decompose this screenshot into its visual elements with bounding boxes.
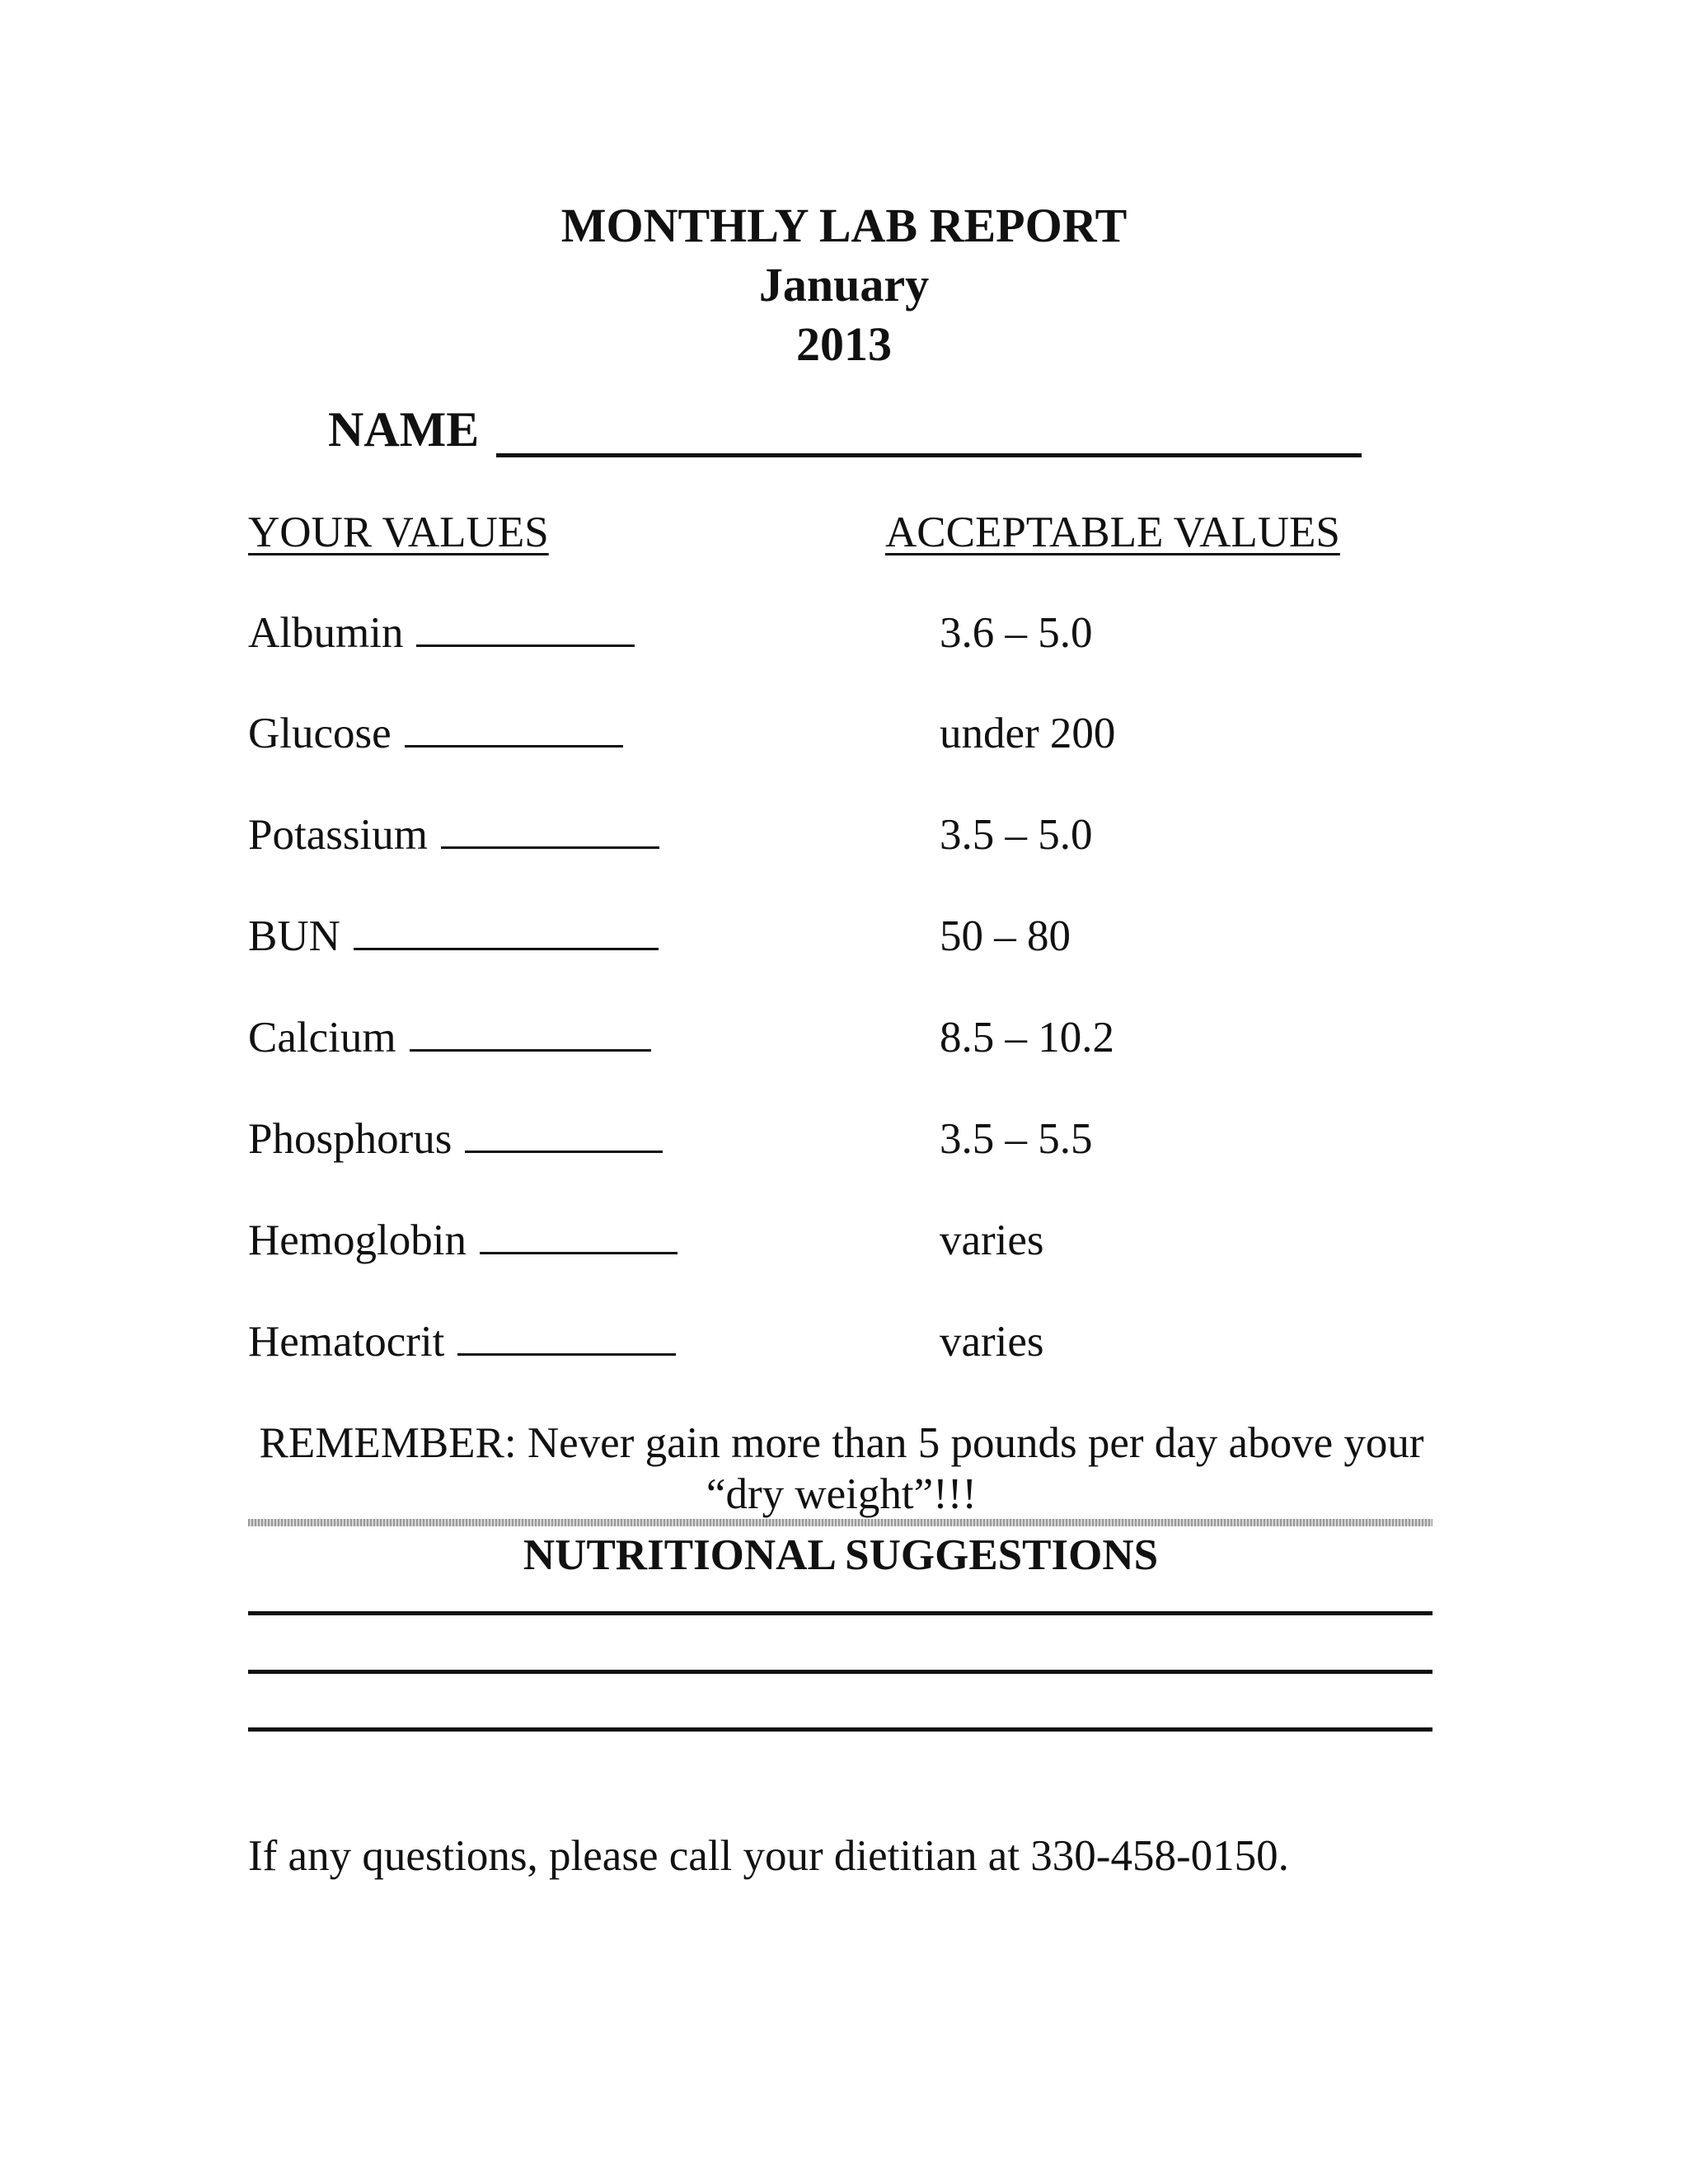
lab-name: Hematocrit — [248, 1315, 676, 1368]
lab-name: Albumin — [248, 607, 635, 659]
acceptable-values-header: ACCEPTABLE VALUES — [885, 509, 1340, 556]
name-blank-line — [496, 453, 1362, 457]
report-title: MONTHLY LAB REPORT — [560, 199, 1128, 252]
report-title-block — [0, 196, 1688, 374]
lab-acceptable-range: 3.5 – 5.5 — [940, 1115, 1093, 1163]
value-blank-line — [354, 948, 659, 950]
lab-acceptable-range: 3.5 – 5.0 — [940, 811, 1093, 859]
report-year: 2013 — [796, 317, 892, 371]
lab-acceptable-range: varies — [940, 1318, 1044, 1366]
value-blank-line — [416, 644, 635, 647]
lab-acceptable-range: 8.5 – 10.2 — [940, 1014, 1114, 1062]
lab-acceptable-range: varies — [940, 1216, 1044, 1264]
lab-name: Potassium — [248, 808, 659, 861]
lab-name: Glucose — [248, 707, 623, 760]
value-blank-line — [441, 846, 659, 849]
section-divider — [248, 1519, 1432, 1526]
lab-row-calcium — [0, 1011, 1688, 1069]
lab-name: BUN — [248, 910, 659, 963]
lab-row-albumin — [0, 607, 1688, 664]
lab-acceptable-range: 3.6 – 5.0 — [940, 609, 1093, 657]
suggestion-line-2 — [248, 1670, 1432, 1674]
lab-acceptable-range: under 200 — [940, 710, 1116, 757]
value-blank-line — [405, 745, 623, 748]
nutritional-suggestions-heading: NUTRITIONAL SUGGESTIONS — [523, 1531, 1159, 1579]
value-blank-line — [465, 1151, 663, 1153]
value-blank-line — [410, 1049, 651, 1052]
report-month: January — [758, 258, 930, 312]
lab-row-bun — [0, 910, 1688, 968]
lab-row-glucose — [0, 707, 1688, 765]
suggestion-line-3 — [248, 1727, 1432, 1732]
lab-name: Calcium — [248, 1011, 651, 1064]
name-label: NAME — [328, 402, 480, 457]
remember-note — [248, 1418, 1435, 1520]
lab-acceptable-range: 50 – 80 — [940, 912, 1071, 960]
lab-row-potassium — [0, 808, 1688, 866]
remember-line-2: “dry weight”!!! — [706, 1470, 978, 1518]
your-values-header: YOUR VALUES — [248, 509, 549, 556]
suggestion-line-1 — [248, 1611, 1432, 1615]
lab-name: Hemoglobin — [248, 1214, 678, 1267]
lab-row-hematocrit — [0, 1315, 1688, 1373]
remember-line-1: REMEMBER: Never gain more than 5 pounds per day above your — [259, 1419, 1424, 1467]
value-blank-line — [457, 1353, 676, 1356]
lab-row-hemoglobin — [0, 1214, 1688, 1272]
value-blank-line — [480, 1252, 678, 1254]
lab-name: Phosphorus — [248, 1113, 663, 1165]
dietitian-contact-note: If any questions, please call your dietitian at 330-458-0150. — [248, 1832, 1289, 1880]
lab-row-phosphorus — [0, 1113, 1688, 1170]
